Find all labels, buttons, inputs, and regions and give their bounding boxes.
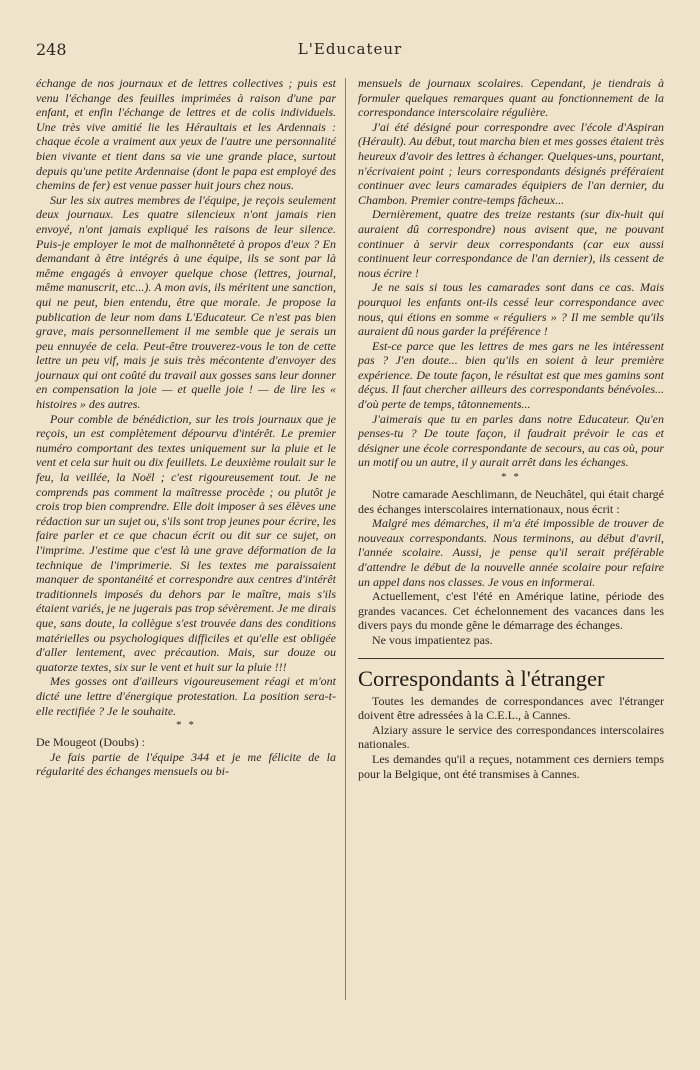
body-paragraph: échange de nos journaux et de lettres collectives ; puis est venu l'échange des feuilles imprimées à raison d'une par enfant, et enfin l'échange de lettres et de colis individuels. Une très vive amitié lie les Héraultais et les Ardennais : chaque école a vraiment aux yeux de l'autre une personnalité bien vivante et tient dans sa vie une grande place, surtout depuis qu'une petite Ardennaise (dont le papa est employé des chemins de fer) est venue passer huit jours chez nous. bbox=[36, 76, 336, 193]
section-paragraph: Alziary assure le service des correspondances interscolaires nationales. bbox=[358, 722, 664, 752]
section-rule bbox=[358, 658, 664, 659]
aeschlimann-intro: Notre camarade Aeschlimann, de Neuchâtel, qui était chargé des échanges interscolaires internationaux, nous écrit : bbox=[358, 487, 664, 516]
body-paragraph: Je ne sais si tous les camarades sont dans ce cas. Mais pourquoi les enfants ont-ils cessé leur correspondance avec nous, qui étions en somme « réguliers » ? Il me semble qu'ils auraient dû nous garder la préférence ! bbox=[358, 280, 664, 339]
body-paragraph: Est-ce parce que les lettres de mes gars ne les intéressent pas ? J'en doute... bien qu'ils en soient à leur première expérience. De toute façon, le résultat est que mes gamins sont déçus. Il faut chercher ailleurs des correspondants bénévoles... d'où perte de temps, tâtonnements... bbox=[358, 338, 664, 412]
body-paragraph: Pour comble de bénédiction, sur les trois journaux que je reçois, un est complètement dépourvu d'intérêt. Le premier numéro comportant des textes uniquement sur la pluie et le vent et cela sur huit ou dix feuillets. Le deuxième roulait sur le feu, la veillée, la Noël ; c'est rigoureusement tout. Je ne comprends pas comment la maîtresse procède ; ou plutôt je crois trop bien comprendre. Elle doit imposer à ses élèves une rédaction sur un sujet ou, s'ils sont trop jeunes pour écrire, les faire parler et ce que chacun écrit ou dit sur ce sujet, on l'imprime. J'estime que c'est là une grave déformation de la technique de l'imprimerie. Si les textes me paraissaient manquer de spontanéité et correspondre aux centres d'intérêt traditionnels imposés du dehors par le maître, mais s'ils étaient variés, je ne jugerais pas trop sévèrement. Je me dirais que, sans doute, la collègue s'est trouvée dans des conditions matérielles ou psychologiques difficiles et qu'elle est obligée d'aller lentement, avec précaution. Mais, sur douze ou quatorze textes, six sur le vent et huit sur la pluie !!! bbox=[36, 411, 336, 674]
section-title: Correspondants à l'étranger bbox=[358, 665, 605, 691]
section-paragraph: Les demandes qu'il a reçues, notamment ces derniers temps pour la Belgique, ont été transmises à Cannes. bbox=[358, 751, 664, 781]
body-paragraph: Mes gosses ont d'ailleurs vigoureusement réagi et m'ont dicté une lettre d'énergique protestation. La position sera-t-elle rectifiée ? Je le souhaite. bbox=[36, 674, 336, 718]
section-separator-stars: * * bbox=[176, 719, 196, 732]
page-header bbox=[36, 40, 664, 64]
aeschlimann-closing: Actuellement, c'est l'été en Amérique latine, période des grandes vacances. Cet échelonnement des vacances dans les divers pays du monde gêne le démarrage des échanges. bbox=[358, 589, 664, 633]
column-divider bbox=[345, 78, 346, 1000]
aeschlimann-signoff: Ne vous impatientez pas. bbox=[372, 632, 493, 647]
section-paragraph: Toutes les demandes de correspondances avec l'étranger doivent être adressées à la C.E.L., à Cannes. bbox=[358, 693, 664, 723]
right-column bbox=[358, 76, 664, 781]
page-number: 248 bbox=[36, 40, 67, 59]
body-paragraph: Sur les six autres membres de l'équipe, je reçois seulement deux journaux. Les quatre silencieux n'ont jamais rien envoyé, n'ont jamais expliqué les raisons de leur silence. Puis-je employer le mot de malhonnêteté à propos d'eux ? En demandant à être intégrés à une équipe, ils se sont par là même engagés à envoyer quelque chose (lettres, journal, même manuscrit, etc...). A mon avis, ils méritent une sanction, qui ne peut, bien entendu, être que morale. Je propose la publication de leur nom dans L'Educateur. Ce n'est pas bien grave, mais personnellement il me semble que je serais un peu ennuyée de cela. Peut-être trouverez-vous le ton de cette lettre un peu vif, mais je suis très mécontente d'envoyer des journaux qui ont coûté du travail aux gosses sans leur donner en compensation la joie — et quelle joie ! — de lire les « histoires » des autres. bbox=[36, 192, 336, 412]
body-paragraph: Je fais partie de l'équipe 344 et je me félicite de la régularité des échanges mensuels ou bi- bbox=[36, 749, 336, 779]
section-separator-stars: * * bbox=[501, 471, 521, 484]
body-paragraph: mensuels de journaux scolaires. Cependant, je tiendrais à formuler quelques remarques quant au fonctionnement de la correspondance interscolaire régulière. bbox=[358, 76, 664, 120]
body-paragraph: J'ai été désigné pour correspondre avec l'école d'Aspiran (Hérault). Au début, tout marcha bien et mes gosses étaient très heureux d'avoir des lettres à échanger. Quelques-uns, pourtant, n'écrivaient point ; leurs correspondants désignés préféraient continuer avec leurs camarades équipiers de l'an dernier, du Chambon. Premier contre-temps fâcheux... bbox=[358, 119, 664, 207]
aeschlimann-quote: Malgré mes démarches, il m'a été impossible de trouver de nouveaux correspondants. Nous terminons, au début d'avril, l'année scolaire. Aussi, je pense qu'il serait préférable d'attendre le début de la nouvelle année scolaire pour refaire un appel dans nos classes. Je vous en informerai. bbox=[358, 516, 664, 589]
letter-author: De Mougeot (Doubs) : bbox=[36, 735, 145, 750]
left-column bbox=[36, 76, 336, 779]
body-paragraph: J'aimerais que tu en parles dans notre Educateur. Qu'en penses-tu ? De toute façon, il faudrait prévoir le cas et désigner une école correspondante de secours, au cas où, pour un motif ou un autre, il y aurait arrêt dans les échanges. bbox=[358, 411, 664, 470]
running-title: L'Educateur bbox=[297, 40, 403, 58]
body-paragraph: Dernièrement, quatre des treize restants (sur dix-huit qui auraient dû correspondre) nous avisent que, ne pouvant continuer à servir deux correspondants (car eux aussi continuent leur correspondance de l'an dernier), ils cessent de nous écrire ! bbox=[358, 207, 664, 280]
